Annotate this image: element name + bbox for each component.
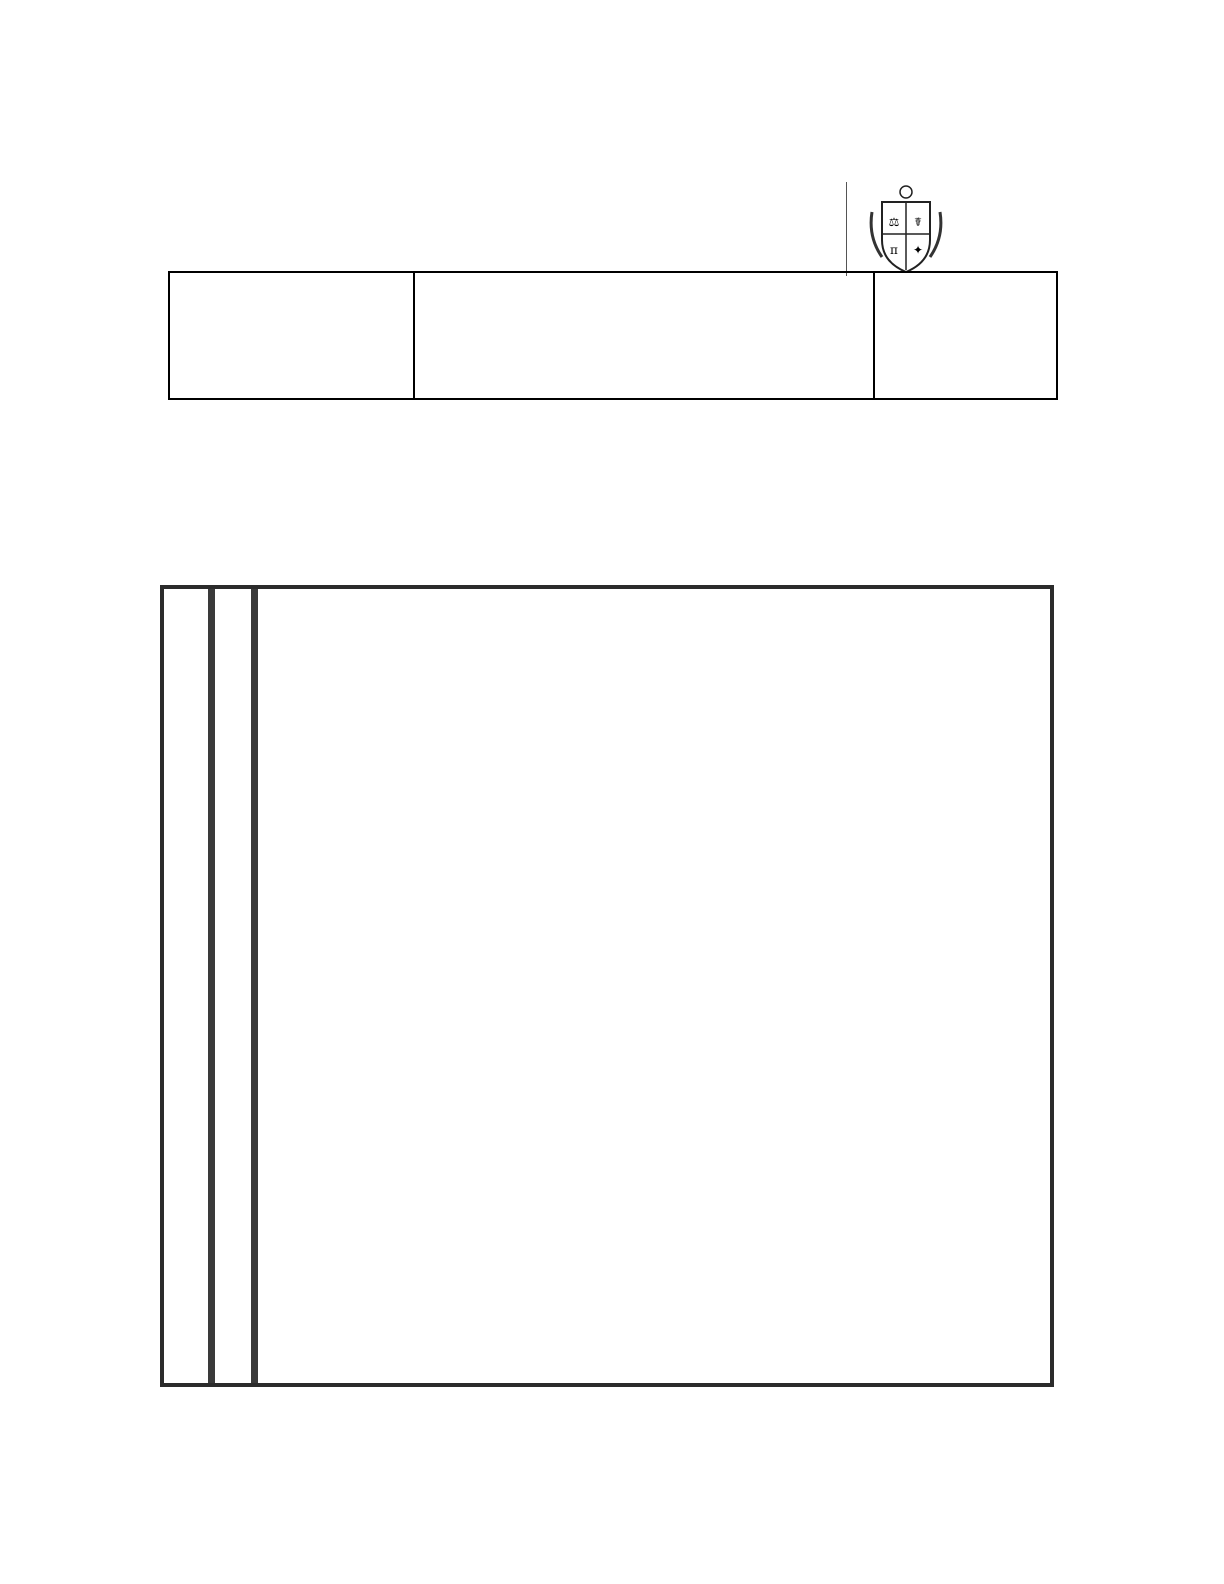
university-seal-icon — [868, 182, 944, 276]
svg-text:☤: ☤ — [913, 215, 923, 229]
svg-text:π: π — [890, 243, 898, 257]
letterhead-divider — [846, 182, 847, 276]
exam-header-table — [168, 271, 1058, 400]
true-false-table — [160, 585, 1054, 1387]
student-info-cell — [414, 272, 874, 399]
svg-text:⚖: ⚖ — [888, 215, 900, 229]
column-divider — [208, 589, 215, 1383]
grade-cell — [874, 272, 1057, 399]
column-divider — [251, 589, 258, 1383]
exam-info-cell — [169, 272, 414, 399]
svg-text:✦: ✦ — [912, 243, 924, 257]
